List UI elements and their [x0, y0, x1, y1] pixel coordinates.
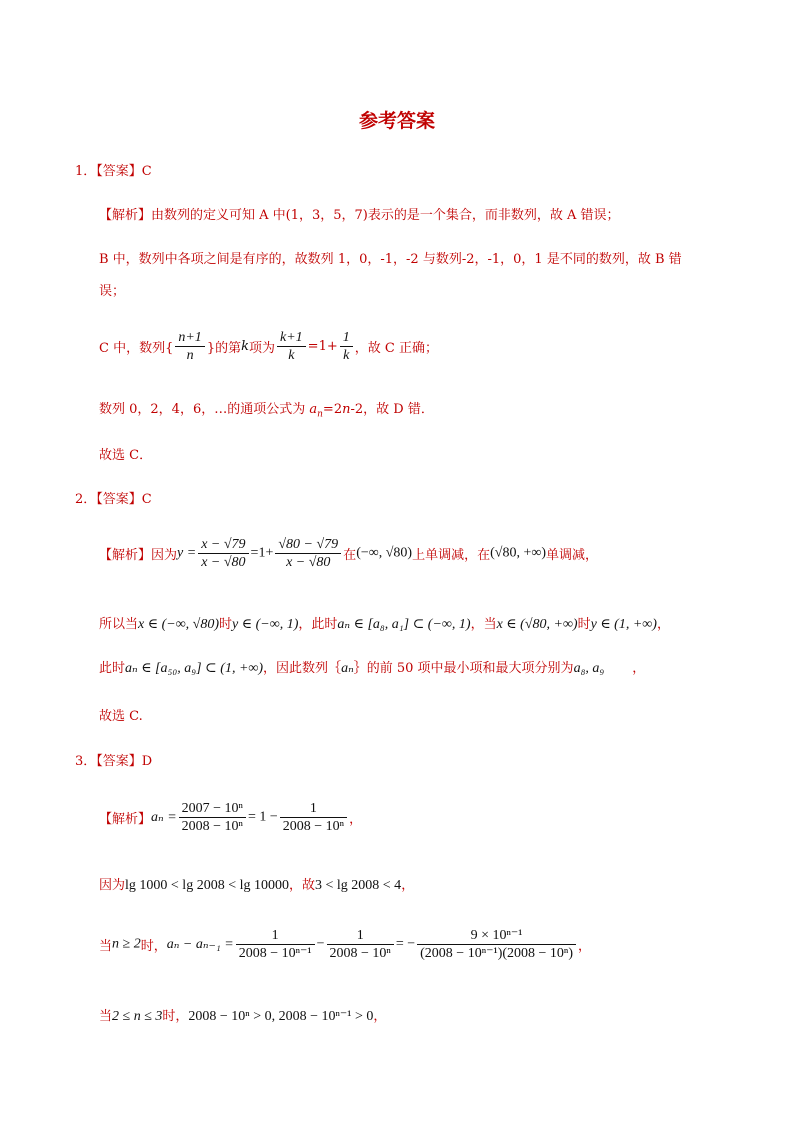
- q1-fraction-1k: [340, 330, 353, 363]
- q3-fraction-5-den: (2008 − 10ⁿ⁻¹)(2008 − 10ⁿ): [420, 946, 573, 961]
- q1-l5-text-b: =2: [322, 402, 343, 417]
- q3-l3-text-b: 时，: [140, 939, 167, 954]
- q3-analysis-line-4: [99, 1005, 386, 1025]
- q2-l3-text-d: ，: [632, 661, 646, 676]
- q3-l3-eq: = −: [395, 936, 416, 952]
- q3-l2-math-2: 3 < lg 2008 < 4: [315, 878, 402, 893]
- q3-l4-math-2: 2008 − 10ⁿ > 0, 2008 − 10ⁿ⁻¹ > 0: [188, 1009, 374, 1024]
- q1-analysis-line-4: [99, 330, 438, 363]
- q3-l3-math-1: n ≥ 2: [112, 936, 141, 952]
- q3-fraction-1-den: 2008 − 10ⁿ: [181, 819, 243, 834]
- q3-l4-math-1: 2 ≤ n ≤ 3: [112, 1009, 163, 1024]
- q2-fraction-1-num: x − √79: [198, 537, 248, 554]
- q2-l1-interval-1: (−∞, √80): [356, 545, 413, 561]
- q1-fraction-1k-num: 1: [340, 330, 353, 347]
- q2-l3-text-c: ｝的前 50 项中最小项和最大项分别为: [353, 661, 574, 676]
- q2-l3-text-a: 此时: [99, 661, 126, 676]
- q2-fraction-1: [198, 537, 248, 570]
- q1-fraction-n: [175, 330, 204, 363]
- q1-answer-head: 1．【答案】C: [75, 164, 152, 179]
- q1-fraction-1k-den: k: [343, 348, 350, 363]
- q3-l4-text-a: 当: [99, 1009, 113, 1024]
- q3-fraction-4: [327, 928, 394, 961]
- q1-conclusion: 故选 C．: [99, 448, 153, 463]
- q1-l5-a: a: [309, 402, 318, 417]
- q3-fraction-5: [417, 928, 576, 961]
- q3-analysis-line-3: [99, 928, 591, 961]
- q2-l2-math-2: y ∈ (−∞, 1): [232, 617, 299, 632]
- q2-l2-math-1: x ∈ (−∞, √80): [138, 617, 220, 632]
- q2-l3-math-2: a₈, a₉: [573, 661, 605, 676]
- q3-fraction-3-num: 1: [236, 928, 315, 945]
- q1-l4-text-b: }的第: [206, 341, 242, 356]
- q3-l3-minus: −: [316, 936, 325, 952]
- q3-l1-text-b: ，: [349, 812, 363, 827]
- q3-l2-text-c: ，: [401, 878, 415, 893]
- q1-fraction-k-num: k+1: [277, 330, 306, 347]
- q1-fraction-n-num: n+1: [175, 330, 204, 347]
- q2-analysis-line-1: [99, 537, 598, 570]
- q3-l3-text-c: ，: [578, 939, 592, 954]
- q2-l2-text-c: ，此时: [298, 617, 338, 632]
- q1-l4-k: k: [241, 339, 249, 354]
- q1-l4-text-a: C 中，数列{: [99, 341, 174, 356]
- q2-analysis-line-2: [99, 613, 670, 633]
- q3-l4-text-c: ，: [373, 1009, 387, 1024]
- q1-fraction-n-den: n: [186, 348, 194, 363]
- q2-answer-head: 2．【答案】C: [75, 492, 152, 507]
- q2-fraction-2: [275, 537, 341, 570]
- q2-analysis-line-3: [99, 657, 645, 677]
- q3-fraction-5-num: 9 × 10ⁿ⁻¹: [417, 928, 576, 945]
- page-title: 参考答案: [358, 110, 435, 132]
- q3-fraction-2-num: 1: [280, 801, 347, 818]
- q1-l4-text-e: ，故 C 正确；: [354, 341, 438, 356]
- q3-fraction-1-num: 2007 − 10ⁿ: [179, 801, 246, 818]
- q3-l2-math-1: lg 1000 < lg 2008 < lg 10000: [125, 878, 289, 893]
- q3-fraction-2-den: 2008 − 10ⁿ: [282, 819, 345, 834]
- q3-fraction-2: [280, 801, 347, 834]
- q2-l2-math-4: x ∈ (√80, +∞): [496, 617, 578, 632]
- q3-l1-text-a: 【解析】: [99, 812, 152, 827]
- q2-l2-text-e: 时: [577, 617, 591, 632]
- q2-fraction-2-num: √80 − √79: [275, 537, 341, 554]
- q2-l2-text-d: ，当: [470, 617, 497, 632]
- q2-conclusion: 故选 C.: [99, 709, 143, 724]
- q2-l1-text-b: 在: [343, 548, 357, 563]
- q2-fraction-2-den: x − √80: [286, 555, 331, 570]
- q1-l5-text-c: -2，故 D 错．: [350, 402, 434, 417]
- q2-l2-math-3: aₙ ∈ [a₈, a₁] ⊂ (−∞, 1): [337, 617, 471, 632]
- q2-l1-mid: =1+: [250, 545, 274, 561]
- q3-fraction-4-den: 2008 − 10ⁿ: [329, 946, 391, 961]
- q3-answer-head: 3．【答案】D: [75, 754, 153, 769]
- q2-l3-text-b: ，因此数列｛: [263, 661, 342, 676]
- q2-l1-text-d: 单调减，: [545, 548, 598, 563]
- q2-l2-text-f: ，: [656, 617, 670, 632]
- q3-l3-text-a: 当: [99, 939, 113, 954]
- q2-l2-math-5: y ∈ (1, +∞): [590, 617, 657, 632]
- q1-fraction-k-den: k: [288, 348, 295, 363]
- q2-l2-text-a: 所以当: [99, 617, 139, 632]
- q2-l1-text-a: 【解析】因为: [99, 548, 178, 563]
- q2-l3-math-1: aₙ ∈ [a₅₀, a₉] ⊂ (1, +∞): [125, 661, 264, 676]
- q1-l5-n: n: [342, 402, 351, 417]
- q1-fraction-k: [277, 330, 306, 363]
- q3-l2-text-b: ，故: [288, 878, 315, 893]
- q1-l5-text-a: 数列 0，2，4，6，…的通项公式为: [99, 402, 310, 417]
- q1-analysis-line-5: [99, 398, 434, 420]
- q1-analysis-line-2: B 中，数列中各项之间是有序的，故数列 1，0，-1，-2 与数列-2，-1，0，1 是不同的数列，故 B 错: [99, 252, 682, 267]
- q1-l5-sub: n: [317, 409, 323, 420]
- q2-l1-interval-2: (√80, +∞): [490, 545, 546, 561]
- q3-fraction-1: [179, 801, 246, 834]
- q3-fraction-4-num: 1: [327, 928, 394, 945]
- q2-l3-an: aₙ: [341, 661, 354, 676]
- q2-l2-text-b: 时: [219, 617, 233, 632]
- q3-l1-an: aₙ =: [151, 810, 177, 825]
- q3-l2-text-a: 因为: [99, 878, 126, 893]
- q2-l1-eq: y =: [177, 545, 197, 561]
- q1-analysis-line-3: 误；: [99, 284, 126, 299]
- q3-analysis-line-2: [99, 874, 414, 894]
- q3-analysis-line-1: [99, 801, 362, 834]
- q2-fraction-1-den: x − √80: [201, 555, 246, 570]
- q3-l1-mid: = 1 −: [247, 809, 278, 825]
- q1-l4-text-c: 项为: [248, 341, 275, 356]
- q3-l4-text-b: 时，: [162, 1009, 189, 1024]
- q3-fraction-3-den: 2008 − 10ⁿ⁻¹: [238, 946, 312, 961]
- q3-fraction-3: [236, 928, 315, 961]
- q1-l4-text-d: =1+: [307, 339, 338, 354]
- q1-analysis-line-1: 【解析】由数列的定义可知 A 中(1，3，5，7)表示的是一个集合，而非数列，故 A 错误；: [99, 208, 620, 223]
- q2-l1-text-c: 上单调减，在: [412, 548, 491, 563]
- q3-l3-math-2: aₙ − aₙ₋₁ =: [166, 937, 234, 952]
